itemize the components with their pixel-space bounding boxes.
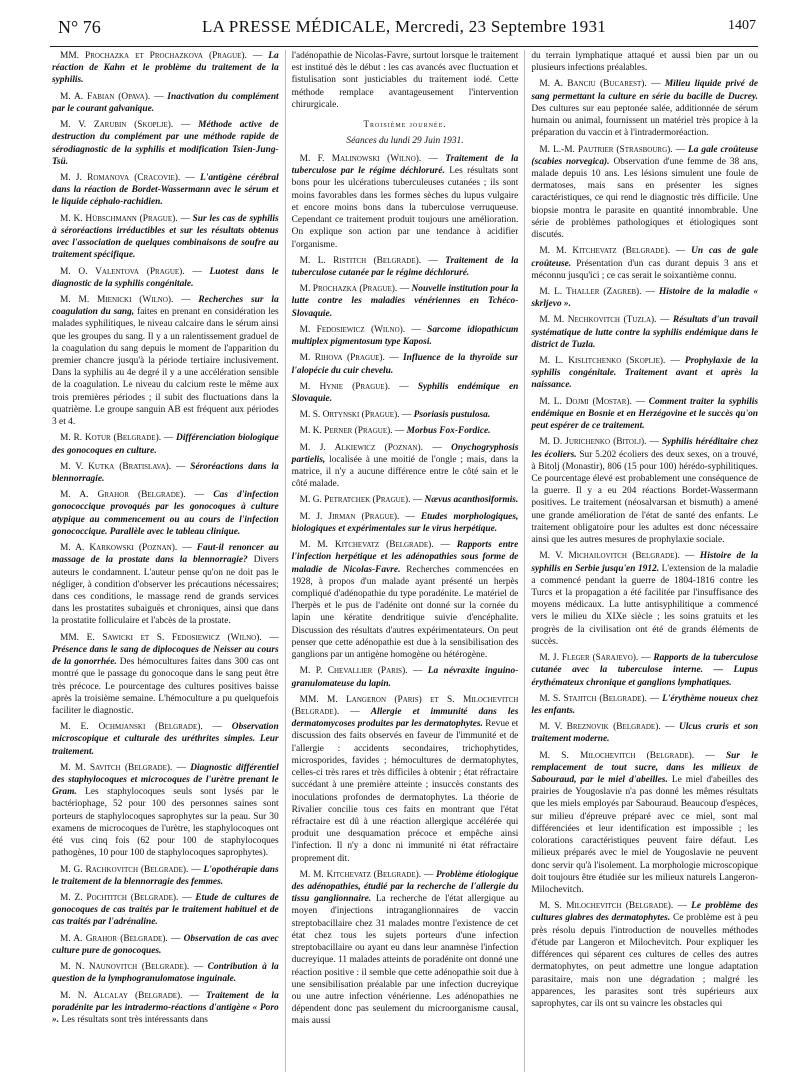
abstract-title: Sur le remplacement de tout sucre, dans les milieux de Sabouraud, par le miel d'abeilles. — [531, 750, 759, 786]
abstract-entry: M. Hynie (Prague). — Syphilis endémique en Slovaquie. — [291, 381, 519, 404]
author-name: M. L. Ristitch (Belgrade). — [299, 255, 422, 266]
page-header — [50, 16, 758, 47]
abstract-entry: M. L. Dojmi (Mostar). — Comment traiter la syphilis endémique en Bosnie et en Herzégovine et le succès qu'on peut espérer de ce traitement. — [531, 396, 759, 432]
abstract-entry: M. J. Fleger (Sarajevo). — Rapports de la tuberculose cutanée avec la tuberculose interne. — Lupus érythémateux chronique et ganglions lymphatiques. — [531, 653, 759, 688]
abstract-entry: M. S. Milochevitch (Belgrade). — Sur le remplacement de tout sucre, dans les milieux de Sabouraud, par le miel d'abeilles. Le miel d'abeilles des prairies de Yougoslavie n'a pas donné les mêmes résultats que les miels employés par Sabouraud. Beaucoup d'espèces, sur milieu d'épreuve préparé avec ce miel, sont mal différenciées et leur identification est impossible ; les colorations caractéristiques peuvent faire défaut. Les milieux préparés avec le miel de Yougoslavie ne peuvent donc servir qu'à l'isolement. La morphologie microscopique doit toujours être étudiée sur les milieux naturels Langeron-Milochevitch. — [531, 750, 759, 895]
continued-text: du terrain lymphatique attaqué et aussi bien par un ou plusieurs infections préalables. — [531, 51, 759, 74]
author-name: M. Fedosiewicz (Wilno). — [299, 324, 406, 335]
abstract-title: Résultats d'un travail systématique de lutte contre la syphilis endémique dans le district de Tuzla. — [531, 315, 759, 350]
abstract-title: Un cas de gale croûteuse. — [531, 246, 759, 269]
abstract-title: Traitement de la tuberculose cutanée par le régime déchloruré. — [291, 255, 519, 278]
abstract-entry: MM. E. Sawicki et S. Fedosiewicz (Wilno). — Présence dans le sang de diplocoques de Neisser au cours de la gonorrhée. Des hémocultures faites dans 300 cas ont montré que le passage du gonocoque dans le sang peut être très précoce. Le pourcentage des cultures positives baisse après la troisième semaine. L'hémoculture a pu quelquefois faciliter le diagnostic. — [52, 632, 279, 716]
abstract-entry: M. O. Valentova (Prague). — Luotest dans le diagnostic de la syphilis congénitale. — [52, 266, 279, 289]
author-name: M. S. Milochevitch (Belgrade). — [539, 901, 674, 912]
abstract-title: Sur les cas de syphilis à séroréactions irréductibles et sur les résultats obtenus avec l'association de quelques combinaisons de soufre au traitement spécifique. — [52, 213, 279, 261]
session-date: Séances du lundi 29 Juin 1931. — [346, 135, 464, 146]
abstract-entry: M. L. Kislitchenko (Skoplje). — Prophylaxie de la syphilis congénitale. Traitement avant et après la naissance. — [531, 356, 759, 391]
abstract-body: Les résultats sont bons pour les ulcérations tuberculeuses cutanées ; ils sont moins favorables dans les formes sèches du lupus vulgaire et encore moins bons dans la tuberculose verruqueuse. Cependant ce traitement produit toujours une amélioration. On explique son action par une tendance à acidifier l'organisme. — [291, 166, 519, 250]
abstract-entry: M. V. Michailovitch (Belgrade). — Histoire de la syphilis en Serbie jusqu'en 1912. L'extension de la maladie a commencé pendant la guerre de 1804-1816 contre les Turcs et la propagation a été facilitée par l'insuffisance des moyens médicaux. La lutte antisyphilitique a commencé vers le milieu du XIXe siècle ; les soins gratuits et les progrès de la civilisation ont été de grands éléments de succès. — [531, 551, 759, 647]
abstract-title: Observation microscopique et culturale des uréthrites simples. Leur traitement. — [52, 722, 279, 757]
journal-title: LA PRESSE MÉDICALE, Mercredi, 23 Septembre 1931 — [201, 17, 607, 36]
abstract-entry: M. L.-M. Pautrier (Strasbourg). — La gale croûteuse (scabies norvegica). Observation d'une femme de 38 ans, malade depuis 10 ans. Les lésions simulent une foule de dermatoses, mais sans en présenter les signes caractéristiques, ce qui rend le diagnostic très difficile. Une biopsie montra le parasite en quantité innombrable. Une série de problèmes pathologiques et étiologiques sont discutés. — [531, 144, 759, 241]
author-name: M. V. Breznovik (Belgrade). — [539, 722, 661, 733]
author-name: M. V. Zarubin (Skoplje). — [60, 120, 174, 131]
abstract-title: Rapports entre l'infection herpétique et les adénopathies sous forme de maladie de Nicolas-Favre. — [291, 540, 519, 575]
abstract-body: Sur 5.202 écoliers des deux sexes, on a trouvé, à Bitolj (Monastir), 806 (15 pour 100) hérédo-syphilitiques. Ce pourcentage élevé est probablement une conséquence de la guerre. Il y a eu 204 réactions Bordet-Wassermann positives. Le traitement (néosalvarsan et bismuth) a amené une grande amélioration de l'état de santé des enfants. Le traitement obligatoire pour les adultes est donc nécessaire ainsi que les autres mesures de prophylaxie sociale. — [531, 449, 759, 546]
abstract-entry: M. G. Petratchek (Prague). — Nævus acanthosiformis. — [299, 495, 519, 506]
abstract-title: La réaction de Kahn et le problème du traitement de la syphilis. — [52, 51, 279, 86]
continued-text: l'adénopathie de Nicolas-Favre, surtout lorsque le traitement est institué dès le début : les cas avancés avec fluctuation et fistulisation sont justiciables du traitement iodé. Cette méthode remplace avantageusement l'intervention chirurgicale. — [291, 51, 519, 110]
author-name: M. J. Fleger (Sarajevo). — [539, 653, 639, 664]
author-name: M. L. Thaller (Zagreb). — [539, 286, 642, 297]
abstract-entry: M. D. Jurichenko (Bitolj). — Syphilis héréditaire chez les écoliers. Sur 5.202 écoliers des deux sexes, on a trouvé, à Bitolj (Monastir), 806 (15 pour 100) hérédo-syphilitiques. Ce pourcentage élevé est probablement une conséquence de la guerre. Il y a eu 204 réactions Bordet-Wassermann positives. Le traitement (néosalvarsan et bismuth) a amené une grande amélioration de l'état de santé des enfants. Le traitement obligatoire pour les adultes est donc nécessaire ainsi que les autres mesures de prophylaxie sociale. — [531, 437, 759, 546]
abstract-entry: M. V. Zarubin (Skoplje). — Méthode active de destruction du complément par une méthode rapide de sérodiagnostic de la syphilis et modification Tsien-Jung-Tsü. — [52, 120, 279, 167]
author-name: M. V. Kutka (Bratislava). — [60, 461, 172, 472]
author-name: M. S. Ortynski (Prague). — [299, 410, 400, 421]
author-name: M. D. Jurichenko (Bitolj). — [539, 437, 647, 448]
column-2 — [285, 50, 519, 1072]
abstract-entry: M. M. Kitchevatz (Belgrade). — Problème étiologique des adénopathies, étudié par la recherche de l'allergie du tissu ganglionnaire. La recherche de l'état allergique au moyen d'injections intraganglionnaires de vaccin streptobacillaire chez 31 malades montre l'existence de cet état chez tous les sujets porteurs d'une infection streptobacillaire ou ayant eu dans leur anamnèse l'infection ducreyique. 11 malades atteints de poradénite ont donné une réaction positive : il semble que cette adénopathie soit due à une sensibilisation préalable par une infection ducreyique ou une autre infection vénérienne. Les adénopathies ne dépendent donc pas seulement du microorganisme causal, mais aussi — [291, 869, 519, 1027]
author-name: M. M. Mienicki (Wilno). — [60, 294, 174, 305]
abstract-title: Histoire de la syphilis en Serbie jusqu'en 1912. — [531, 551, 759, 574]
abstract-title: Le problème des cultures glabres des dermatophytes. — [531, 901, 759, 924]
abstract-title: La névraxite inguino-granulomateuse du lapin. — [291, 666, 519, 689]
author-name: M. O. Valentova (Prague). — [60, 266, 185, 277]
abstract-entry: M. J. Alkiewicz (Poznan). — Onychogryphosis partielis, localisée à une moitié de l'ongle ; mais, dans la matrice, il n'y a aucune différence entre le côté sain et le côté malade. — [291, 442, 519, 490]
abstract-title: Rapports de la tuberculose cutanée avec la tuberculose interne. — Lupus érythémateux chronique et ganglions lymphatiques. — [531, 653, 759, 688]
author-name: M. L. Kislitchenko (Skoplje). — [539, 356, 666, 367]
abstract-title: Onychogryphosis partielis, — [291, 442, 519, 465]
author-name: M. M. Nechkovitch (Tuzla). — [539, 315, 657, 326]
abstract-body: Des cultures sur eau peptonée salée, additionnée de sérum humain ou animal, fournissent un matériel très propice à la préparation du vaccin et à l'intradermoréaction. — [531, 103, 759, 139]
abstract-title: Sarcome idiopathicum multiplex pigmentosum type Kaposi. — [291, 324, 519, 348]
author-name: M. K. Hübschmann (Prague). — [60, 213, 178, 224]
abstract-entry: M. A. Banciu (Bucarest). — Milieu liquide privé de sang permettant la culture en série du bacille de Ducrey. Des cultures sur eau peptonée salée, additionnée de sérum humain ou animal, fournissent un matériel très propice à la préparation du vaccin et à l'intradermoréaction. — [531, 79, 759, 139]
author-name: M. P. Chevallier (Paris). — [299, 666, 408, 677]
abstract-entry: M. S. Stajitch (Belgrade). — L'érythème noueux chez les enfants. — [531, 693, 759, 716]
author-name: M. L.-M. Pautrier (Strasbourg). — [539, 144, 673, 155]
abstract-entry: M. M. Kitchevatz (Belgrade). — Rapports entre l'infection herpétique et les adénopathies sous forme de maladie de Nicolas-Favre. Recherches commencées en 1928, à propos d'un malade ayant présenté un herpès compliqué d'adénopathie du type poradénite. Le matériel de l'herpès et le pus de l'adénite ont donné sur la cornée du lapin une kératite dendritique suivie d'encéphalite. Discussion des résultats d'autres expérimentateurs. On peut penser que cette adénopathie est due à la sensibilisation des ganglions par un antigène homogène ou hétérogène. — [291, 540, 519, 661]
abstract-entry: M. A. Fabian (Opava). — Inactivation du complément par le courant galvanique. — [52, 91, 279, 114]
abstract-entry: M. R. Kotur (Belgrade). — Différenciation biologique des gonocoques en culture. — [52, 433, 279, 456]
abstract-title: L'antigène cérébral dans la réaction de Bordet-Wassermann avec le sérum et le liquide céphalo-rachidien. — [52, 172, 279, 208]
abstract-entry: M. K. Hübschmann (Prague). — Sur les cas de syphilis à séroréactions irréductibles et sur les résultats obtenus avec l'association de quelques combinaisons de soufre au traitement spécifique. — [52, 213, 279, 261]
abstract-entry: M. S. Milochevitch (Belgrade). — Le problème des cultures glabres des dermatophytes. Ce problème est à peu près résolu depuis l'introduction de nouvelles méthodes d'étude par Langeron et Milochevitch. Pour expliquer les différences qui séparent ces cultures de celles des autres dermatophytes, on peut admettre une longue adaptation parasitaire, mais non une dégradation ; malgré les apparences, les parasites sont très supérieurs aux saprophytes, car ils ont su vaincre les obstacles qui — [531, 901, 759, 1009]
abstract-entry: M. A. Grahor (Belgrade). — Cas d'infection gonococcique provoqués par les gonocoques à culture atypique au commencement ou au cours de l'infection gonococcique. Parallèle avec le tableau clinique. — [52, 490, 279, 537]
abstract-title: Nævus acanthosiformis. — [424, 495, 519, 506]
abstract-title: Morbus Fox-Fordice. — [406, 426, 491, 437]
abstract-entry: M. Fedosiewicz (Wilno). — Sarcome idiopathicum multiplex pigmentosum type Kaposi. — [291, 324, 519, 348]
abstract-body: faites en prenant en considération les malades syphilitiques, le niveau calcaire dans le sérum ainsi que les groupes du sang. Il y a un ralentissement graduel de la coagulation du sang depuis le moment de l'apparition du premier chancre jusqu'à la période tertiaire inclusivement. Dans la syphilis au 4e degré il y a une accélération sensible de la coagulation. Le niveau du calcium reste le même aux trois premières périodes ; il subit des fluctuations dans la quatrième. Le groupe sanguin AB est fréquent aux périodes 3 et 4. — [52, 307, 279, 428]
abstract-body: La recherche de l'état allergique au moyen d'injections intraganglionnaires de vaccin streptobacillaire chez 31 malades montre l'existence de cet état chez tous les sujets porteurs d'une infection streptobacillaire ou ayant eu dans leur anamnèse l'infection ducreyique. 11 malades atteints de poradénite ont donné une réaction positive : il semble que cette adénopathie soit due à une sensibilisation préalable par une infection ducreyique ou une autre infection vénérienne. Les adénopathies ne dépendent donc pas seulement du microorganisme causal, mais aussi — [291, 894, 519, 1027]
abstract-entry: M. L. Ristitch (Belgrade). — Traitement de la tuberculose cutanée par le régime déchloruré. — [291, 255, 519, 278]
abstract-entry: M. N. Naunovitch (Belgrade). — Contribution à la question de la lymphogranulomatose inguinale. — [52, 962, 279, 985]
article-columns — [52, 50, 758, 1072]
author-name: M. L. Dojmi (Mostar). — [539, 396, 632, 407]
author-name: M. Z. Pochtitch (Belgrade). — [60, 893, 179, 903]
abstract-title: L'érythème noueux chez les enfants. — [531, 693, 759, 716]
abstract-entry: MM. Prochazka et Prochazkova (Prague). — La réaction de Kahn et le problème du traitement de la syphilis. — [52, 51, 279, 86]
abstract-body: L'extension de la maladie a commencé pendant la guerre de 1804-1816 contre les Turcs et la propagation a été facilitée par l'insuffisance des moyens médicaux. La lutte antisyphilitique a commencé vers le milieu du XIXe siècle ; les soins gratuits et les progrès de la civilisation ont été de grands éléments de succès. — [531, 563, 759, 647]
abstract-title: Problème étiologique des adénopathies, étudié par la recherche de l'allergie du tissu ganglionnaire. — [291, 869, 519, 905]
abstract-body: Les résultats sont très intéressants dans — [61, 1014, 208, 1025]
author-name: M. S. Stajitch (Belgrade). — [539, 693, 647, 704]
abstract-title: Histoire de la maladie « skrljevo ». — [531, 286, 759, 310]
author-name: M. J. Alkiewicz (Poznan). — [299, 442, 423, 453]
author-name: M. K. Perner (Prague). — [299, 426, 393, 437]
abstract-body: Des hémocultures faites dans 300 cas ont montré que le passage du gonocoque dans le sang peut être très précoce. Le pourcentage des cultures positives baisse après la troisième semaine. L'hémoculture a pu quelquefois faciliter le diagnostic. — [52, 657, 279, 716]
column-1 — [52, 50, 279, 1072]
abstract-entry: M. N. Alcalay (Belgrade). — Traitement de la poradénite par les intradermo-réactions d'antigène « Poro ». Les résultats sont très intéressants dans — [52, 990, 279, 1025]
abstract-entry: MM. M. Langeron (Paris) et S. Milochevitch (Belgrade). — Allergie et immunité dans les dermatomycoses produites par les dermatophytes. Revue et discussion des faits observés en faveur de l'immunité et de l'allergie : accidents secondaires, trichophytides, microsporides, favides ; hémocultures de dermatophytes, celles-ci très rares et très difficiles à obtenir ; état réfractaire succédant à une première atteinte ; insuccès constants des inoculations profondes de dermatophytes. La théorie de Rivalier concilie tous ces faits en montrant que l'état réfractaire est dû à une réaction allergique accélérée qui produit une desquamation précoce et empêche ainsi l'infection. Il n'y a donc ni immunité ni état réfractaire proprement dit. — [291, 694, 519, 864]
author-name: M. E. Ochmjanski (Belgrade). — [60, 722, 203, 733]
abstract-title: Traitement de la poradénite par les intradermo-réactions d'antigène « Poro ». — [52, 990, 279, 1025]
abstract-entry: M. Rihova (Prague). — Influence de la thyroïde sur l'alopécie du cuir chevelu. — [291, 353, 519, 376]
abstract-title: Méthode active de destruction du complément par une méthode rapide de sérodiagnostic de la syphilis et modification Tsien-Jung-Tsü. — [52, 120, 279, 167]
abstract-title: Ulcus cruris et son traitement moderne. — [531, 722, 759, 745]
abstract-title: Luotest dans le diagnostic de la syphilis congénitale. — [52, 266, 279, 289]
abstract-title: Syphilis endémique en Slovaquie. — [291, 381, 519, 404]
abstract-entry: M. V. Breznovik (Belgrade). — Ulcus cruris et son traitement moderne. — [531, 722, 759, 745]
page-number: 1407 — [728, 18, 756, 33]
abstract-entry: M. P. Chevallier (Paris). — La névraxite inguino-granulomateuse du lapin. — [291, 666, 519, 689]
abstract-entry: M. J. Jirman (Prague). — Etudes morphologiques, biologiques et expérimentales sur le virus herpétique. — [291, 511, 519, 534]
author-name: M. G. Rachkovitch (Belgrade). — [60, 864, 189, 875]
abstract-body: Présentation d'un cas durant depuis 3 ans et méconnu jusqu'ici ; ce cas serait le soixantième connu. — [531, 258, 759, 281]
abstract-title: Nouvelle institution pour la lutte contre les maladies vénériennes en Tchéco-Slovaquie. — [291, 284, 519, 319]
abstract-entry: M. M. Nechkovitch (Tuzla). — Résultats d'un travail systématique de lutte contre la syphilis endémique dans le district de Tuzla. — [531, 315, 759, 350]
author-name: M. S. Milochevitch (Belgrade). — [539, 750, 695, 761]
abstract-title: Allergie et immunité dans les dermatomycoses produites par les dermatophytes. — [291, 706, 519, 730]
abstract-body: Recherches commencées en 1928, à propos d'un malade ayant présenté un herpès compliqué d'adénopathie du type poradénite. Le matériel de l'herpès et le pus de l'adénite ont donné sur la cornée du lapin une kératite dendritique suivie d'encéphalite. Discussion des résultats d'autres expérimentateurs. On peut penser que cette adénopathie est due à la sensibilisation des ganglions par un antigène homogène ou hétérogène. — [291, 564, 519, 661]
abstract-title: Séroréactions dans la blennorragie. — [52, 461, 279, 484]
column-3 — [524, 50, 758, 1072]
author-name: M. A. Karkowski (Poznan). — [60, 543, 178, 554]
abstract-title: Contribution à la question de la lymphogranulomatose inguinale. — [52, 962, 279, 985]
author-name: M. A. Banciu (Bucarest). — [539, 79, 647, 90]
author-name: MM. Prochazka et Prochazkova (Prague). — [60, 51, 247, 61]
author-name: M. A. Grahor (Belgrade). — [60, 933, 168, 944]
author-name: MM. M. Langeron (Paris) et S. Milochevitch (Belgrade). — [291, 694, 519, 717]
abstract-title: Traitement de la tuberculose par le régime déchloruré. — [291, 154, 519, 177]
abstract-title: Faut-il renoncer au massage de la prostate dans la blennorragie? — [52, 543, 279, 566]
author-name: M. M. Savitch (Belgrade). — [60, 762, 173, 773]
author-name: M. A. Fabian (Opava). — [60, 91, 151, 102]
abstract-entry: M. L. Thaller (Zagreb). — Histoire de la maladie « skrljevo ». — [531, 286, 759, 310]
abstract-title: Différenciation biologique des gonocoques en culture. — [52, 433, 279, 456]
author-name: M. M. Kitchevatz (Belgrade). — [539, 246, 671, 257]
author-name: M. Rihova (Prague). — [299, 353, 385, 364]
author-name: M. N. Naunovitch (Belgrade). — [60, 962, 190, 973]
author-name: MM. E. Sawicki et S. Fedosiewicz (Wilno). — [60, 632, 262, 643]
abstract-title: Cas d'infection gonococcique provoqués par les gonocoques à culture atypique au commencement ou au cours de l'infection gonococcique. Parallèle avec le tableau clinique. — [52, 490, 279, 537]
abstract-body: Observation d'une femme de 38 ans, malade depuis 10 ans. Les lésions simulent une foule de dermatoses, mais sans en présenter les signes caractéristiques, ce qui rend le diagnostic très difficile. Une biopsie montra le parasite en quantité innombrable. Une série de problèmes pathologiques et étiologiques sont discutés. — [531, 156, 759, 241]
author-name: M. A. Grahor (Belgrade). — [60, 490, 186, 501]
author-name: M. F. Malinowski (Wilno). — [299, 154, 422, 164]
abstract-title: Comment traiter la syphilis endémique en Bosnie et en Herzégovine et le succès qu'on peut espérer de ce traitement. — [531, 396, 759, 432]
abstract-title: Etude de cultures de gonocoques de cas traités par le traitement habituel et de cas traités par l'adrénaline. — [52, 893, 279, 928]
abstract-entry: M. V. Kutka (Bratislava). — Séroréactions dans la blennorragie. — [52, 461, 279, 484]
abstract-entry: M. S. Ortynski (Prague). — Psoriasis pustulosa. — [299, 410, 491, 421]
abstract-entry: M. A. Grahor (Belgrade). — Observation de cas avec culture pure de gonocoques. — [52, 933, 279, 956]
abstract-title: Observation de cas avec culture pure de gonocoques. — [52, 933, 279, 956]
abstract-title: Prophylaxie de la syphilis congénitale. Traitement avant et après la naissance. — [531, 356, 759, 391]
abstract-title: Etudes morphologiques, biologiques et expérimentales sur le virus herpétique. — [291, 511, 519, 534]
abstract-entry: M. K. Perner (Prague). — Morbus Fox-Fordice. — [299, 426, 491, 437]
abstract-body: Le miel d'abeilles des prairies de Yougoslavie n'a pas donné les mêmes résultats que les miels employés par Sabouraud. Beaucoup d'espèces, sur milieu d'épreuve préparé avec ce miel, sont mal différenciées et leur identification est impossible ; les colorations caractéristiques peuvent faire défaut. Les milieux préparés avec le miel de Yougoslavie ne peuvent donc servir qu'à l'isolement. La morphologie microscopique doit toujours être étudiée sur les milieux naturels Langeron-Milochevitch. — [531, 775, 759, 895]
abstract-title: Influence de la thyroïde sur l'alopécie du cuir chevelu. — [291, 353, 519, 376]
author-name: M. M. Kitchevatz (Belgrade). — [299, 540, 434, 551]
abstract-entry: M. Prochazka (Prague). — Nouvelle institution pour la lutte contre les maladies vénériennes en Tchéco-Slovaquie. — [291, 284, 519, 319]
author-name: M. R. Kotur (Belgrade). — [60, 433, 162, 444]
author-name: M. J. Jirman (Prague). — [299, 511, 400, 522]
abstract-entry: M. M. Kitchevatz (Belgrade). — Un cas de gale croûteuse. Présentation d'un cas durant depuis 3 ans et méconnu jusqu'ici ; ce cas serait le soixantième connu. — [531, 246, 759, 281]
abstract-entry: M. M. Mienicki (Wilno). — Recherches sur la coagulation du sang, faites en prenant en considération les malades syphilitiques, le niveau calcaire dans le sérum ainsi que les groupes du sang. Il y a un ralentissement graduel de la coagulation du sang depuis le moment de l'apparition du premier chancre jusqu'à la période tertiaire inclusivement. Dans la syphilis au 4e degré il y a une accélération sensible de la coagulation. Le niveau du calcium reste le même aux trois premières périodes ; il subit des fluctuations dans la quatrième. Le groupe sanguin AB est fréquent aux périodes 3 et 4. — [52, 294, 279, 428]
abstract-entry: M. E. Ochmjanski (Belgrade). — Observation microscopique et culturale des uréthrites simples. Leur traitement. — [52, 722, 279, 757]
abstract-title: Présence dans le sang de diplocoques de Neisser au cours de la gonorrhée. — [52, 644, 279, 668]
abstract-entry: M. F. Malinowski (Wilno). — Traitement de la tuberculose par le régime déchloruré. Les résultats sont bons pour les ulcérations tuberculeuses cutanées ; ils sont moins favorables dans les formes sèches du lupus vulgaire et encore moins bons dans la tuberculose verruqueuse. Cependant ce traitement produit toujours une amélioration. On explique son action par une tendance à acidifier l'organisme. — [291, 154, 519, 250]
abstract-title: Diagnostic différentiel des staphylocoques et microcoques de l'urètre prenant le Gram. — [52, 762, 279, 798]
abstract-body: Revue et discussion des faits observés en faveur de l'immunité et de l'allergie : accidents secondaires, trichophytides, microsporides, favides ; hémocultures de dermatophytes, celles-ci très rares et très difficiles à obtenir ; état réfractaire succédant à une première atteinte ; insuccès constants des inoculations profondes de dermatophytes. La théorie de Rivalier concilie tous ces faits en montrant que l'état réfractaire est dû à une réaction allergique accélérée qui produit une desquamation précoce et empêche ainsi l'infection. Il n'y a donc ni immunité ni état réfractaire proprement dit. — [291, 719, 519, 864]
author-name: M. N. Alcalay (Belgrade). — [60, 990, 183, 1001]
author-name: M. J. Romanova (Cracovie). — [60, 172, 181, 183]
author-name: M. G. Petratchek (Prague). — [299, 495, 411, 506]
abstract-entry: M. G. Rachkovitch (Belgrade). — L'opothérapie dans le traitement de la blennorragie des femmes. — [52, 864, 279, 887]
abstract-body: localisée à une moitié de l'ongle ; mais, dans la matrice, il n'y a aucune différence entre le côté sain et le côté malade. — [291, 454, 519, 490]
abstract-title: Psoriasis pustulosa. — [413, 410, 491, 421]
abstract-title: L'opothérapie dans le traitement de la blennorragie des femmes. — [52, 864, 279, 887]
abstract-entry: M. Z. Pochtitch (Belgrade). — Etude de cultures de gonocoques de cas traités par le traitement habituel et de cas traités par l'adrénaline. — [52, 893, 279, 928]
abstract-body: Les staphylocoques seuls sont lysés par le bactériophage, 52 pour 100 des personnes saines sont porteurs de staphylocoques saprophytes sur la peau. Sur 30 examens de microcoques de l'urètre, les staphylocoques ont été vus cinq fois (62 pour 100 de staphylocoques pathogènes, 10 pour 100 de staphylocoques saprophytes). — [52, 787, 279, 859]
abstract-entry: M. A. Karkowski (Poznan). — Faut-il renoncer au massage de la prostate dans la blennorragie? Divers auteurs le condamnent. L'auteur pense qu'on ne doit pas le négliger, à condition d'observer les précautions nécessaires; dans ces conditions, le massage rend de grands services dans les prostatites subaiguës et chroniques, ainsi que dans la prostatite folliculaire et l'abcès de la prostate. — [52, 543, 279, 627]
abstract-title: Milieu liquide privé de sang permettant la culture en série du bacille de Ducrey. — [531, 79, 759, 102]
author-name: M. V. Michailovitch (Belgrade). — [539, 551, 680, 562]
author-name: M. Hynie (Prague). — [299, 381, 391, 392]
section-heading: Troisième journée. — [363, 119, 447, 130]
issue-number: N° 76 — [58, 17, 101, 37]
abstract-body: Divers auteurs le condamnent. L'auteur pense qu'on ne doit pas le négliger, à condition d'observer les précautions nécessaires; dans ces conditions, le massage rend de grands services dans les prostatites subaiguës et chroniques, ainsi que dans la prostatite folliculaire et l'abcès de la prostate. — [52, 555, 279, 627]
author-name: M. M. Kitchevatz (Belgrade). — [299, 869, 422, 880]
abstract-title: La gale croûteuse (scabies norvegica). — [531, 144, 759, 167]
abstract-body: Ce problème est à peu près résolu depuis l'introduction de nouvelles méthodes d'étude par Langeron et Milochevitch. Pour expliquer les différences qui séparent ces cultures de celles des autres dermatophytes, on peut admettre une longue adaptation parasitaire, mais non une dégradation ; malgré les apparences, les parasites sont très supérieurs aux saprophytes, car ils ont su vaincre les obstacles qui — [531, 913, 759, 1009]
author-name: M. Prochazka (Prague). — [299, 284, 398, 295]
abstract-entry: M. M. Savitch (Belgrade). — Diagnostic différentiel des staphylocoques et microcoques de l'urètre prenant le Gram. Les staphylocoques seuls sont lysés par le bactériophage, 52 pour 100 des personnes saines sont porteurs de staphylocoques saprophytes sur la peau. Sur 30 examens de microcoques de l'urètre, les staphylocoques ont été vus cinq fois (62 pour 100 de staphylocoques pathogènes, 10 pour 100 de staphylocoques saprophytes). — [52, 762, 279, 859]
abstract-entry: M. J. Romanova (Cracovie). — L'antigène cérébral dans la réaction de Bordet-Wassermann avec le sérum et le liquide céphalo-rachidien. — [52, 172, 279, 208]
abstract-title: Syphilis héréditaire chez les écoliers. — [531, 437, 759, 460]
abstract-title: Recherches sur la coagulation du sang, — [52, 294, 279, 318]
abstract-title: Inactivation du complément par le courant galvanique. — [52, 91, 279, 114]
